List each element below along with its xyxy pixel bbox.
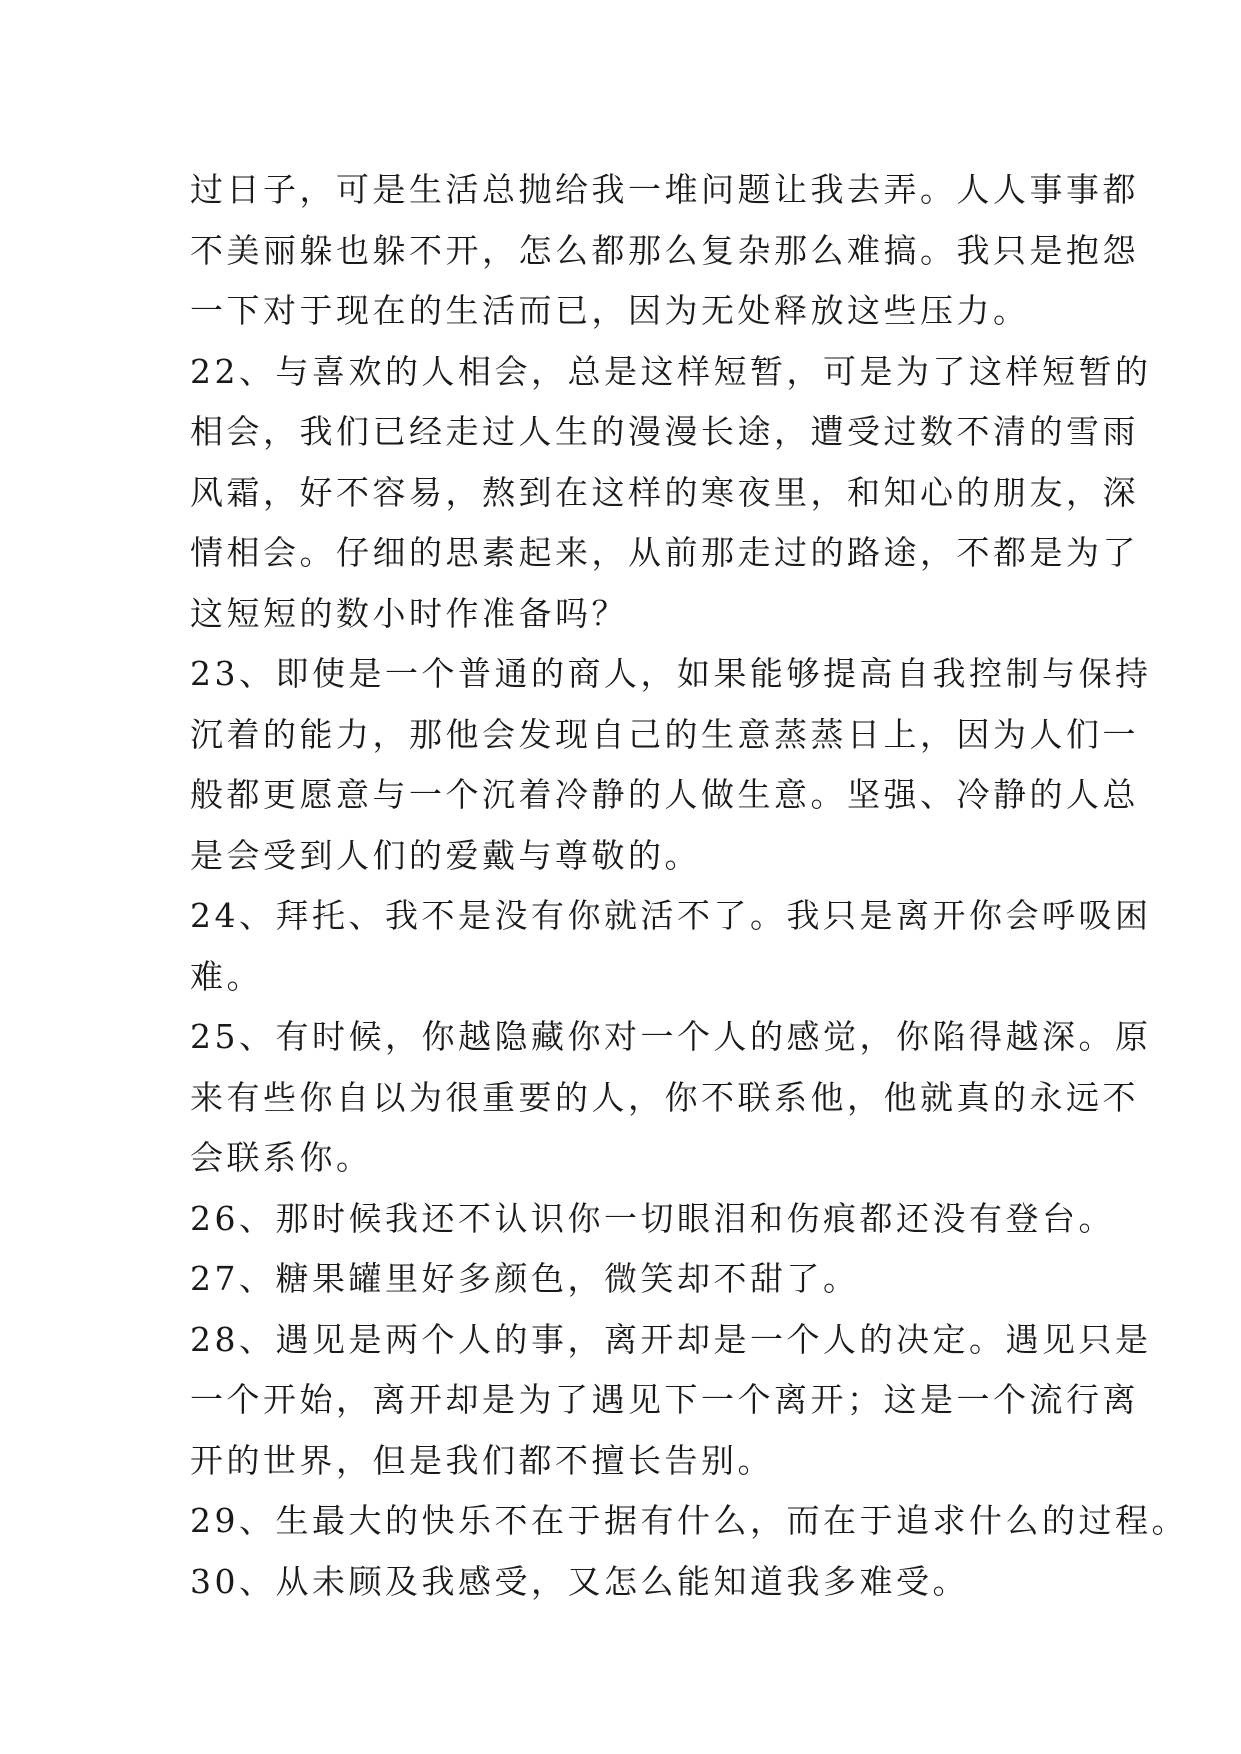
text-line: 风霜，好不容易，熬到在这样的寒夜里，和知心的朋友，深 [190, 472, 1139, 512]
text-line: 难。 [190, 956, 263, 996]
text-line: 是会受到人们的爱戴与尊敬的。 [190, 835, 701, 875]
text-line: 一下对于现在的生活而已，因为无处释放这些压力。 [190, 291, 1030, 330]
paragraph-23 [190, 644, 1152, 886]
text-line: 24、拜托、我不是没有你就活不了。我只是离开你会呼吸困 [190, 896, 1152, 935]
paragraph-26 [190, 1189, 1115, 1250]
paragraph-25 [190, 1007, 1152, 1189]
text-line: 27、糖果罐里好多颜色，微笑却不甜了。 [190, 1259, 860, 1298]
text-line: 一个开始，离开却是为了遇见下一个离开；这是一个流行离 [190, 1380, 1139, 1419]
text-line: 会联系你。 [190, 1138, 373, 1177]
paragraph-29 [190, 1491, 1188, 1552]
paragraph-27 [190, 1249, 1060, 1310]
text-line: 23、即使是一个普通的商人，如果能够提高自我控制与保持 [190, 654, 1152, 693]
text-line: 来有些你自以为很重要的人，你不联系他，他就真的永远不 [190, 1077, 1139, 1117]
text-line: 29、生最大的快乐不在于据有什么，而在于追求什么的过程。 [190, 1501, 1188, 1540]
document-body [190, 160, 1188, 1612]
paragraph-30 [190, 1552, 1060, 1613]
text-line: 情相会。仔细的思素起来，从前那走过的路途，不都是为了 [190, 533, 1139, 572]
paragraph-28 [190, 1310, 1152, 1492]
text-line: 不美丽躲也躲不开，怎么都那么复杂那么难搞。我只是抱怨 [190, 230, 1139, 270]
text-line: 25、有时候，你越隐藏你对一个人的感觉，你陷得越深。原 [190, 1017, 1152, 1056]
text-line: 28、遇见是两个人的事，离开却是一个人的决定。遇见只是 [190, 1319, 1152, 1359]
text-line: 般都更愿意与一个沉着冷静的人做生意。坚强、冷静的人总 [190, 775, 1139, 814]
text-line: 22、与喜欢的人相会，总是这样短暂，可是为了这样短暂的 [190, 351, 1152, 391]
text-line: 相会，我们已经走过人生的漫漫长途，遭受过数不清的雪雨 [190, 412, 1139, 451]
text-line: 这短短的数小时作准备吗？ [190, 593, 628, 633]
paragraph-22 [190, 342, 1152, 645]
paragraph-24 [190, 886, 1152, 1007]
text-line: 26、那时候我还不认识你一切眼泪和伤痕都还没有登台。 [190, 1198, 1115, 1238]
text-line: 开的世界，但是我们都不擅长告别。 [190, 1440, 774, 1480]
text-line: 沉着的能力，那他会发现自己的生意蒸蒸日上，因为人们一 [190, 714, 1139, 754]
text-line: 过日子，可是生活总抛给我一堆问题让我去弄。人人事事都 [190, 170, 1139, 209]
paragraph-continued [190, 160, 1139, 342]
text-line: 30、从未顾及我感受，又怎么能知道我多难受。 [190, 1561, 969, 1601]
